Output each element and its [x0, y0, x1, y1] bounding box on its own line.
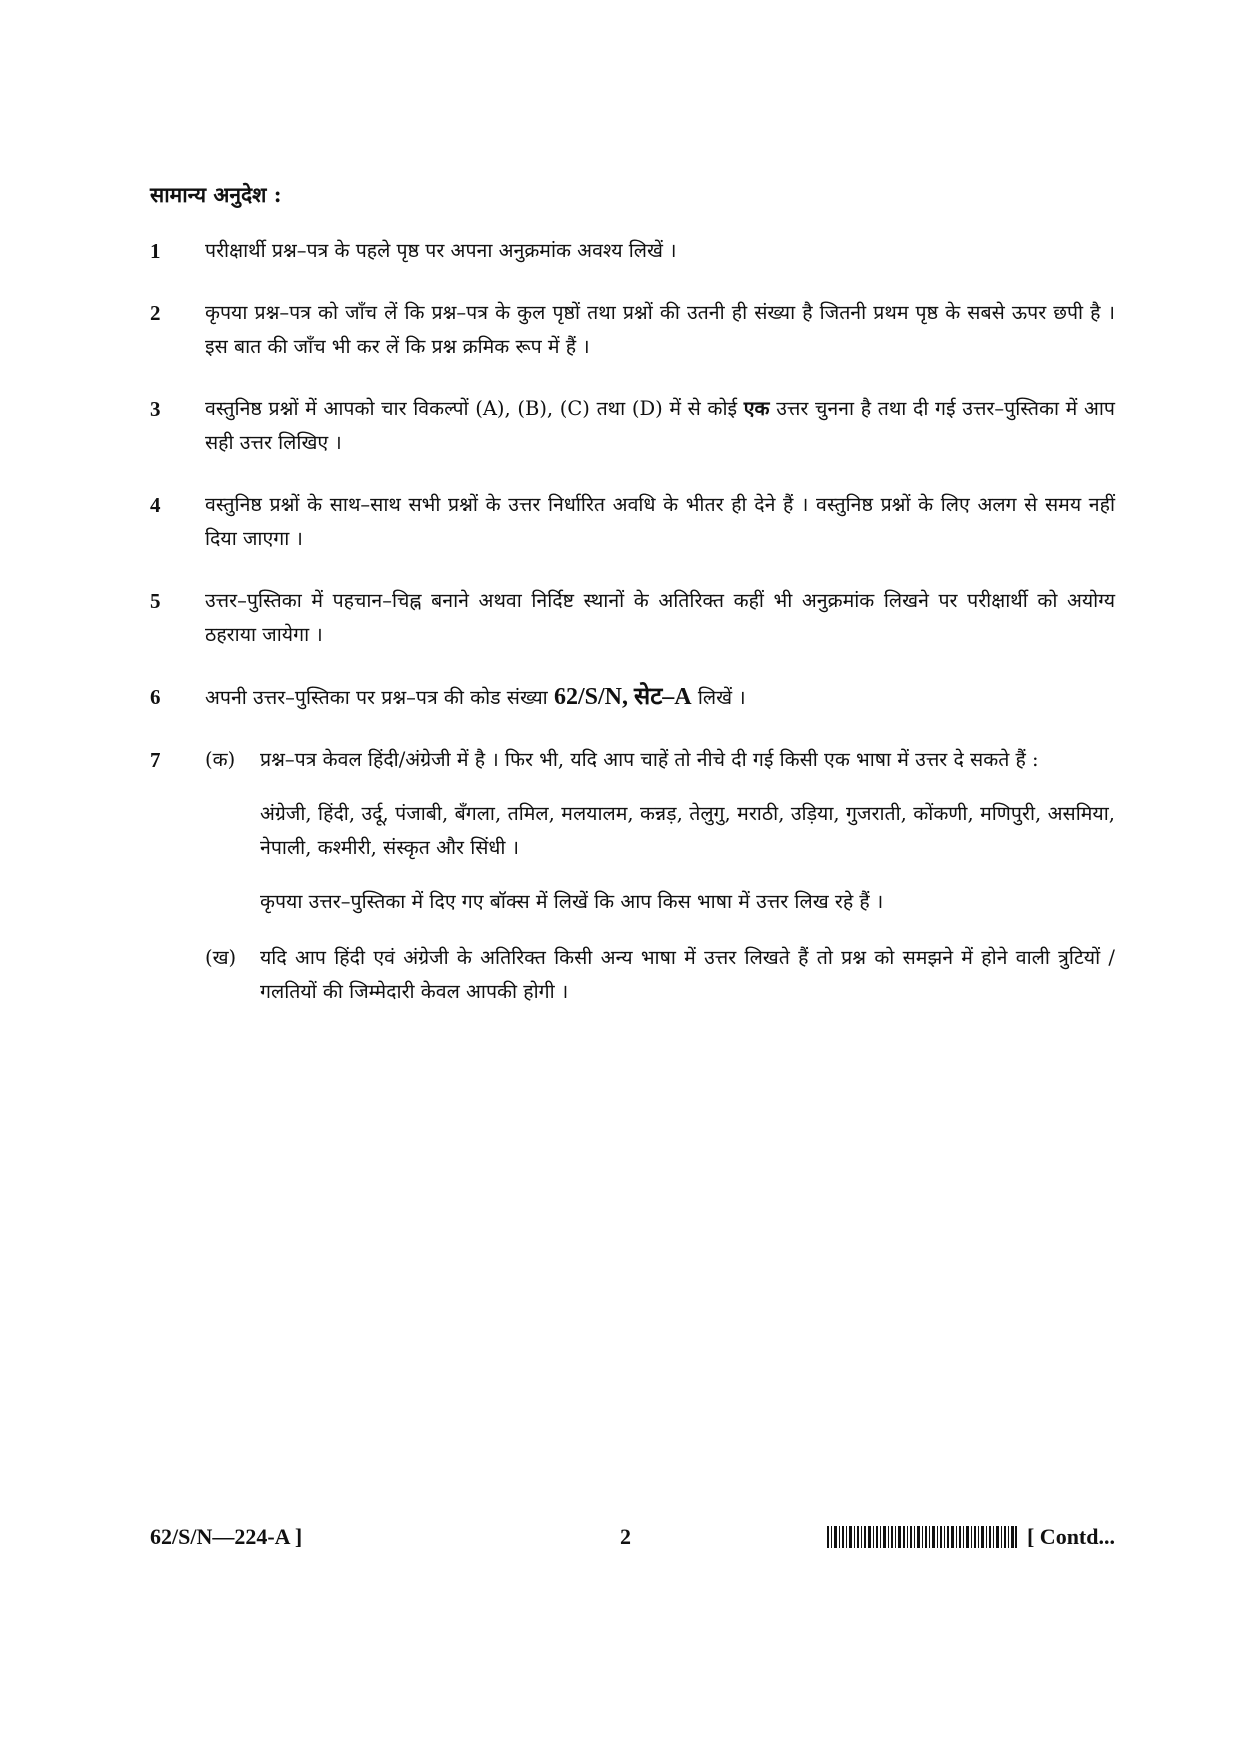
item-text-part: वस्तुनिष्ठ प्रश्नों में आपको चार विकल्पों (A), (B), (C) तथा (D) में से कोई [205, 397, 738, 420]
footer-right [827, 1520, 1115, 1554]
item-number: 7 [150, 748, 161, 772]
sub-item-label: (ख) [205, 946, 237, 969]
instruction-item-7 [150, 743, 1115, 1009]
item-number: 2 [150, 301, 161, 325]
instruction-item-1 [150, 234, 1115, 268]
continued-label: [ Contd... [1026, 1524, 1115, 1549]
paper-code-footer: 62/S/N—224-A ] [150, 1524, 303, 1549]
item-text [205, 680, 1115, 715]
instruction-item-4 [150, 488, 1115, 556]
item-text: उत्तर–पुस्तिका में पहचान–चिह्न बनाने अथवा निर्दिष्ट स्थानों के अतिरिक्त कहीं भी अनुक्रमांक लिखने पर परीक्षार्थी को अयोग्य ठहराया जायेगा । [205, 589, 1115, 646]
instructions-list [150, 234, 1115, 1037]
instruction-item-5 [150, 584, 1115, 652]
sub-item-label: (क) [205, 748, 236, 771]
instruction-item-6 [150, 680, 1115, 715]
sub-item-ka [205, 743, 1115, 919]
instructions-heading: सामान्य अनुदेश : [150, 182, 282, 207]
barcode-icon [827, 1526, 1017, 1548]
item-text-part: अपनी उत्तर–पुस्तिका पर प्रश्न–पत्र की कोड संख्या [205, 686, 548, 709]
sub-item-text: यदि आप हिंदी एवं अंग्रेजी के अतिरिक्त किसी अन्य भाषा में उत्तर लिखते हैं तो प्रश्न को समझने में होने वाली त्रुटियों / गलतियों की जिम्मेदारी केवल आपकी होगी । [260, 946, 1115, 1003]
sub-item-text: प्रश्न–पत्र केवल हिंदी/अंग्रेजी में है । फिर भी, यदि आप चाहें तो नीचे दी गई किसी एक भाषा में उत्तर दे सकते हैं : [260, 748, 1039, 771]
language-note: कृपया उत्तर–पुस्तिका में दिए गए बॉक्स में लिखें कि आप किस भाषा में उत्तर लिख रहे हैं । [260, 890, 884, 913]
paper-code: 62/S/N, सेट–A [553, 684, 692, 710]
item-text-part: उत्तर चुनना है तथा दी गई उत्तर–पुस्तिका में आप सही उत्तर लिखिए । [205, 397, 1115, 454]
item-number: 1 [150, 239, 161, 263]
item-number: 6 [150, 685, 161, 709]
item-number: 3 [150, 397, 161, 421]
item-text: वस्तुनिष्ठ प्रश्नों के साथ–साथ सभी प्रश्नों के उत्तर निर्धारित अवधि के भीतर ही देने हैं । वस्तुनिष्ठ प्रश्नों के लिए अलग से समय नहीं दिया जाएगा । [205, 493, 1115, 550]
instruction-item-2 [150, 296, 1115, 364]
item-number: 4 [150, 493, 161, 517]
page-number: 2 [620, 1524, 631, 1549]
item-text-part: लिखें । [697, 686, 746, 709]
sub-item-kha [205, 941, 1115, 1009]
item-number: 5 [150, 589, 161, 613]
item-text: कृपया प्रश्न–पत्र को जाँच लें कि प्रश्न–पत्र के कुल पृष्ठों तथा प्रश्नों की उतनी ही संख्या है जितनी प्रथम पृष्ठ के सबसे ऊपर छपी है । इस बात की जाँच भी कर लें कि प्रश्न क्रमिक रूप में हैं । [205, 301, 1115, 358]
language-list: अंग्रेजी, हिंदी, उर्दू, पंजाबी, बँगला, तमिल, मलयालम, कन्नड़, तेलुगु, मराठी, उड़िया, गुजराती, कोंकणी, मणिपुरी, असमिया, नेपाली, कश्मीरी, संस्कृत और सिंधी । [260, 802, 1115, 859]
instruction-item-3 [150, 392, 1115, 460]
item-text-emphasis: एक [743, 397, 770, 420]
item-text: परीक्षार्थी प्रश्न–पत्र के पहले पृष्ठ पर अपना अनुक्रमांक अवश्य लिखें । [205, 239, 677, 262]
page-footer [150, 1520, 1115, 1554]
item-text [205, 392, 1115, 460]
